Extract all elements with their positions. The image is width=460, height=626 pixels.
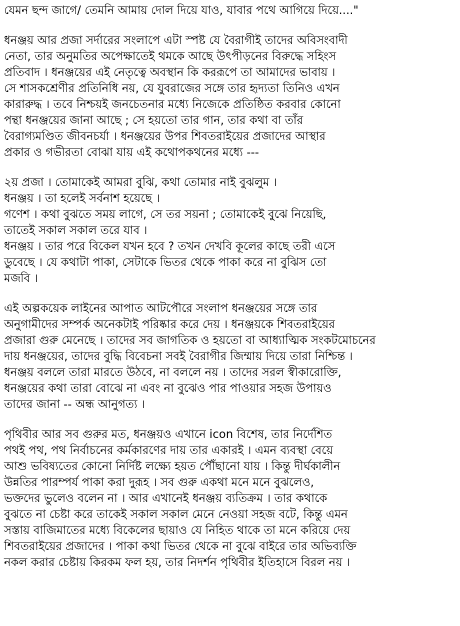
text-line: ধনঞ্জয়ের কথা তারা বোঝে না এবং না বুঝেও পার পাওয়ার সহজ উপায়ও [4, 381, 332, 395]
text-line: কারারুদ্ধ । তবে নিশ্চয়ই জনচেতনার মধ্যে নিজেকে প্রতিষ্ঠিত করবার কোনো [4, 97, 341, 111]
paragraph-1 [4, 2, 456, 18]
text-line: প্রজারা গুরু মেনেছে । তাদের সব জাগতিক ও হয়তো বা আধ্যাত্মিক সংকটমোচনের [4, 333, 376, 347]
text-line: তাদের জানা -- অন্ধ আনুগত্য । [4, 397, 145, 411]
text-line: সে শাসকশ্রেণীর প্রতিনিধি নয়, যে যুবরাজের সঙ্গে তার হৃদ্যতা তিনিও এখন [4, 81, 340, 95]
text-line: প্রতিবাদ । ধনঞ্জয়ের এই নেতৃত্বে অবস্থান কি কররূপে তা আমাদের ভাবায় । [4, 65, 336, 79]
text-line: পৃথিবীর আর সব গুরুর মত, ধনঞ্জয়ও এখানে icon বিশেষ, তার নির্দেশিত [4, 427, 332, 441]
text-line: উন্নতির পারম্পর্য পাকা করা দুরূহ । সব গুরু একথা মনে মনে বুঝলেও, [4, 475, 314, 489]
paragraph-4 [4, 300, 456, 412]
paragraph-5 [4, 426, 456, 570]
text-line: প্রকার ও গভীরতা বোঝা যায় এই কথোপকথনের মধ্যে --- [4, 145, 259, 159]
text-line: অনুগামীদের সম্পর্ক অনেকটাই পরিষ্কার করে দেয় । ধনঞ্জয়কে শিবতরাইয়ের [4, 317, 335, 331]
paragraph-3 [4, 174, 456, 286]
text-line: বৈরাগ্যমণ্ডিত জীবনচর্যা । ধনঞ্জয়ের উপর শিবতরাইয়ের প্রজাদের আস্থার [4, 129, 326, 143]
text-line: আশু ভবিষ্যতের কোনো নির্দিষ্ট লক্ষ্যে হয়ত পৌঁছানো যায় । কিন্তু দীর্ঘকালীন [4, 459, 341, 473]
text-line: গণেশ । কথা বুঝতে সময় লাগে, সে তর সয়না ; তোমাকেই বুঝে নিয়েছি, [4, 207, 327, 221]
text-line: শিবতরাইয়ের প্রজাদের । পাকা কথা ভিতর থেকে না বুঝে বাইরে তার অভিব্যক্তি [4, 539, 357, 553]
text-line: ডুবেছে । যে কথাটা পাকা, সেটাকে ভিতর থেকে পাকা করে না বুঝিস তো [4, 255, 327, 269]
text-line: যেমন ছন্দ জাগে/ তেমনি আমায় দোল দিয়ে যাও, যাবার পথে আগিয়ে দিয়ে...." [4, 3, 359, 17]
text-line: ধনঞ্জয় । তার পরে বিকেল যখন হবে ? তখন দেখবি কূলের কাছে তরী এসে [4, 239, 336, 253]
text-line: ধনঞ্জয় বললে তারা মারতে উঠবে, না বললে নয় । তাদের সরল স্বীকারোক্তি, [4, 365, 342, 379]
text-line: ধনঞ্জয় আর প্রজা সর্দারের সংলাপে এটা স্পষ্ট যে বৈরাগীই তাদের অবিসংবাদী [4, 33, 348, 47]
text-line: পথই পথ, পথ নির্বাচনের কর্মকারণের দায় তার একারই । এমন ব্যবস্থা বেয়ে [4, 443, 333, 457]
text-line: নেতা, তার অনুমতির অপেক্ষাতেই থমকে আছে উৎপীড়নের বিরুদ্ধে সহিংস [4, 49, 336, 63]
text-line: ২য় প্রজা । তোমাকেই আমরা বুঝি, কথা তোমার নাই বুঝলুম । [4, 175, 277, 189]
text-line: দায় ধনঞ্জয়ের, তাদের বুদ্ধি বিবেচনা সবই বৈরাগীর জিম্মায় দিয়ে তারা নিশ্চিন্ত । [4, 349, 353, 363]
text-line: নকল করার চেষ্টায় কিরকম ফল হয়, তার নিদর্শন পৃথিবীর ইতিহাসে বিরল নয় । [4, 555, 351, 569]
text-line: বুঝতে না চেষ্টা করে তাকেই সকাল সকাল মেনে নেওয়া সহজ বটে, কিন্তু এমন [4, 507, 348, 521]
text-line: তাতেই সকাল সকাল তরে যাব । [4, 223, 148, 237]
text-line: মজবি । [4, 271, 38, 285]
text-line: সস্তায় বাজিমাতের মধ্যে বিকেলের ছায়াও যে নিহিত থাকে তা মনে করিয়ে দেয় [4, 523, 351, 537]
text-line: ধনঞ্জয় । তা হলেই সর্বনাশ হয়েছে । [4, 191, 160, 205]
paragraph-2 [4, 32, 456, 160]
text-line: পন্থা ধনঞ্জয়ের জানা আছে ; সে হয়তো তার গান, তার কথা বা তাঁর [4, 113, 303, 127]
text-line: এই অল্পকয়েক লাইনের আপাত আটপৌরে সংলাপ ধনঞ্জয়ের সঙ্গে তার [4, 301, 318, 315]
text-line: ভক্তদের ভুলেও বলেন না । আর এখানেই ধনঞ্জয় ব্যতিক্রম । তার কথাকে [4, 491, 328, 505]
